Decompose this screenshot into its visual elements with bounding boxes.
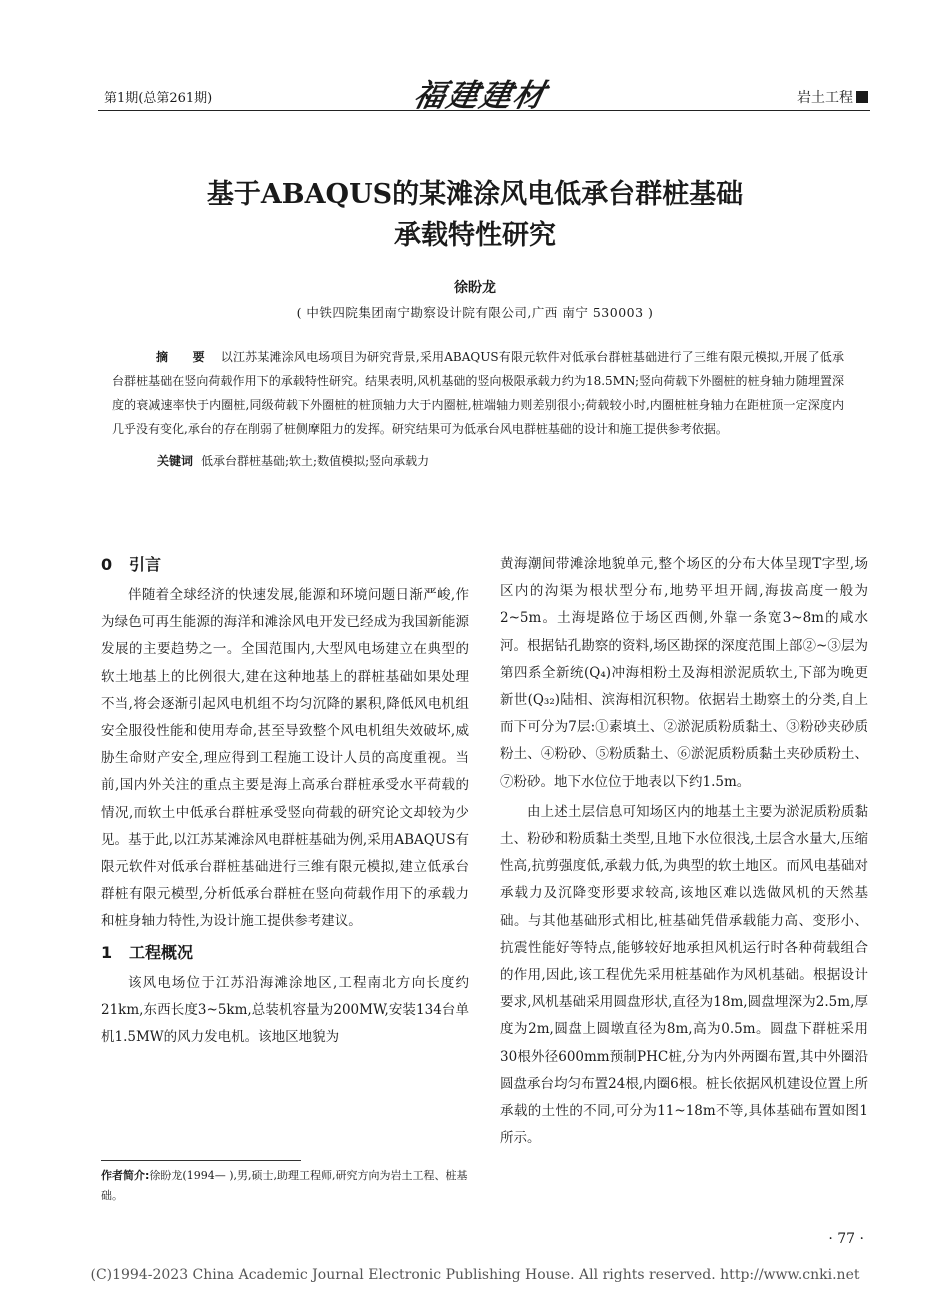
journal-logo: 福建建材 (410, 78, 551, 114)
author-footnote (101, 1166, 469, 1206)
footnote-rule (101, 1160, 301, 1161)
page-number: · 77 · (828, 1231, 864, 1247)
section-1-paragraph-2: 由上述土层信息可知场区内的地基土主要为淤泥质粉质黏土、粉砂和粉质黏土类型,且地下水位很浅,土层含水量大,压缩性高,抗剪强度低,承载力低,为典型的软土地区。而风电基础对承载力及沉降变形要求较高,该地区难以选做风机的天然基础。与其他基础形式相比,桩基础凭借承载能力高、变形小、抗震性能好等特点,能够较好地承担风机运行时各种荷载组合的作用,因此,该工程优先采用桩基础作为风机基础。根据设计要求,风机基础采用圆盘形状,直径为18m,圆盘埋深为2.5m,厚度为2m,圆盘上圆墩直径为8m,高为0.5m。圆盘下群桩采用30根外径600mm预制PHC桩,分为内外两圈布置,其中外圈沿圆盘承台均匀布置24根,内圈6根。桩长依据风机建设位置上所承载的土性的不同,可分为11~18m不等,具体基础布置如图1所示。 (500, 803, 868, 1147)
copyright-notice: (C)1994-2023 China Academic Journal Electronic Publishing House. All rights reserved. http://www.cnki.net (90, 1267, 860, 1283)
keywords-text: 低承台群桩基础;软土;数值模拟;竖向承载力 (201, 454, 430, 468)
section-0-heading (101, 552, 469, 578)
section-0-paragraph: 伴随着全球经济的快速发展,能源和环境问题日渐严峻,作为绿色可再生能源的海洋和滩涂风电开发已经成为我国新能源发展的主要趋势之一。全国范围内,大型风电场建立在典型的软土地基上的比例很大,建在这种地基上的群桩基础如果处理不当,将会逐渐引起风电机组不均匀沉降的累积,降低风电机组安全服役性能和使用寿命,甚至导致整个风电机组失效破坏,威胁生命财产安全,理应得到工程施工设计人员的高度重视。当前,国内外关注的重点主要是海上高承台群桩承受水平荷载的情况,而软土中低承台群桩承受竖向荷载的研究论文却较为少见。基于此,以江苏某滩涂风电群桩基础为例,采用ABAQUS有限元软件对低承台群桩基础进行三维有限元模拟,建立低承台群桩有限元模型,分析低承台群桩在竖向荷载作用下的承载力和桩身轴力特性,为设计施工提供参考建议。 (101, 587, 469, 930)
paper-title-line1: 基于ABAQUS的某滩涂风电低承台群桩基础 (206, 179, 744, 210)
section-1-paragraph-1-continued: 黄海潮间带滩涂地貌单元,整个场区的分布大体呈现T字型,场区内的沟渠为根状型分布,地势平坦开阔,海拔高度一般为2~5m。土海堤路位于场区西侧,外靠一条宽3~8m的咸水河。根据钻孔勘察的资料,场区勘探的深度范围上部②~③层为第四系全新统(Q₄)冲海相粉土及海相淤泥质软土,下部为晚更新世(Q₃₂)陆相、滨海相沉积物。依据岩土勘察土的分类,自上而下可分为7层:①素填土、②淤泥质粉质黏土、③粉砂夹砂质粉土、④粉砂、⑤粉质黏土、⑥淤泥质粉质黏土夹砂质粉土、⑦粉砂。地下水位位于地表以下约1.5m。 (500, 556, 868, 790)
right-column (500, 551, 868, 1152)
section-label (797, 87, 868, 107)
section-0-number: 0 (101, 555, 113, 574)
section-1-title: 工程概况 (129, 942, 194, 962)
section-1-paragraph-1: 该风电场位于江苏沿海滩涂地区,工程南北方向长度约21km,东西长度3~5km,总装机容量为200MW,安装134台单机1.5MW的风力发电机。该地区地貌为 (101, 974, 469, 1046)
issue-info: 第1期(总第261期) (104, 91, 213, 106)
abstract-text: 以江苏某滩涂风电场项目为研究背景,采用ABAQUS有限元软件对低承台群桩基础进行了三维有限元模拟,开展了低承台群桩基础在竖向荷载作用下的承载特性研究。结果表明,风机基础的竖向极限承载力约为18.5MN;竖向荷载下外圈桩的桩身轴力随埋置深度的衰减速率快于内圈桩,同级荷载下外圈桩的桩顶轴力大于内圈桩,桩端轴力则差别很小;荷载较小时,内圈桩桩身轴力在距桩顶一定深度内几乎没有变化,承台的存在削弱了桩侧摩阻力的发挥。研究结果可为低承台风电群桩基础的设计和施工提供参考依据。 (112, 350, 844, 436)
paper-title-line2: 承载特性研究 (394, 220, 556, 251)
affiliation: ( 中铁四院集团南宁勘察设计院有限公司,广西 南宁 530003 ) (296, 305, 654, 320)
section-square-icon (856, 91, 868, 103)
left-column (101, 552, 469, 1051)
keywords-label: 关键词 (157, 454, 194, 468)
keywords (157, 452, 429, 469)
section-0-title: 引言 (129, 555, 162, 574)
abstract (112, 345, 844, 441)
section-1-number: 1 (101, 942, 113, 962)
footnote-text: 徐盼龙(1994— ),男,硕士,助理工程师,研究方向为岩土工程、桩基础。 (101, 1169, 468, 1202)
section-1-heading (101, 940, 469, 966)
header-rule (98, 110, 870, 111)
footnote-label: 作者简介: (101, 1169, 150, 1182)
section-label-text: 岩土工程 (797, 90, 853, 106)
author: 徐盼龙 (454, 280, 496, 296)
abstract-label: 摘 要 (156, 350, 215, 364)
